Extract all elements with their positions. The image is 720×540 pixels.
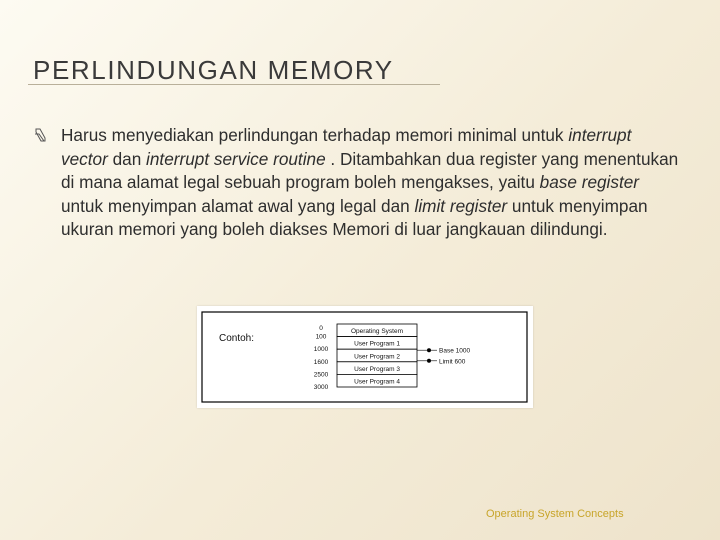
register-label: Base 1000 — [439, 347, 471, 355]
paragraph-text: untuk menyimpan alamat awal yang legal dan — [61, 195, 415, 216]
paragraph-text: untuk menyimpan ukuran memori yang boleh diakses Memori di luar jangkauan dilindungi. — [61, 195, 648, 240]
address-label: 1600 — [313, 358, 329, 366]
paragraph-text: . Ditambahkan dua register yang menentukan di mana alamat legal sebuah program boleh mengakses, yaitu — [61, 148, 679, 193]
segment-label: Operating System — [350, 328, 404, 336]
register-dot — [427, 348, 431, 352]
register-label: Limit 600 — [439, 358, 466, 366]
segment-label: User Program 3 — [354, 365, 400, 373]
italic-term: base register — [539, 172, 640, 193]
segment-label: User Program 4 — [354, 378, 400, 386]
italic-term: interrupt service routine — [146, 148, 326, 169]
italic-term: interrupt vector — [61, 125, 632, 169]
segment-label: User Program 1 — [354, 340, 400, 348]
paragraph-text: Harus menyediakan perlindungan terhadap memori minimal untuk — [61, 125, 569, 145]
diagram-label: Contoh: — [219, 333, 255, 344]
address-label: 100 — [315, 333, 327, 341]
title-underline — [28, 84, 440, 85]
address-label: 1000 — [313, 346, 329, 354]
segment-label: User Program 2 — [354, 353, 400, 361]
memory-diagram — [197, 306, 533, 408]
address-header: 0 — [319, 325, 323, 332]
footer-text: Operating System Concepts — [486, 508, 624, 520]
italic-term: limit register — [414, 195, 508, 216]
register-dot — [427, 359, 431, 363]
slide-title: PERLINDUNGAN MEMORY — [33, 55, 394, 85]
body-paragraph — [61, 124, 681, 242]
paragraph-text: dan — [107, 148, 147, 169]
bullet-icon — [33, 128, 47, 142]
address-label: 3000 — [313, 384, 329, 391]
address-label: 2500 — [313, 371, 329, 379]
